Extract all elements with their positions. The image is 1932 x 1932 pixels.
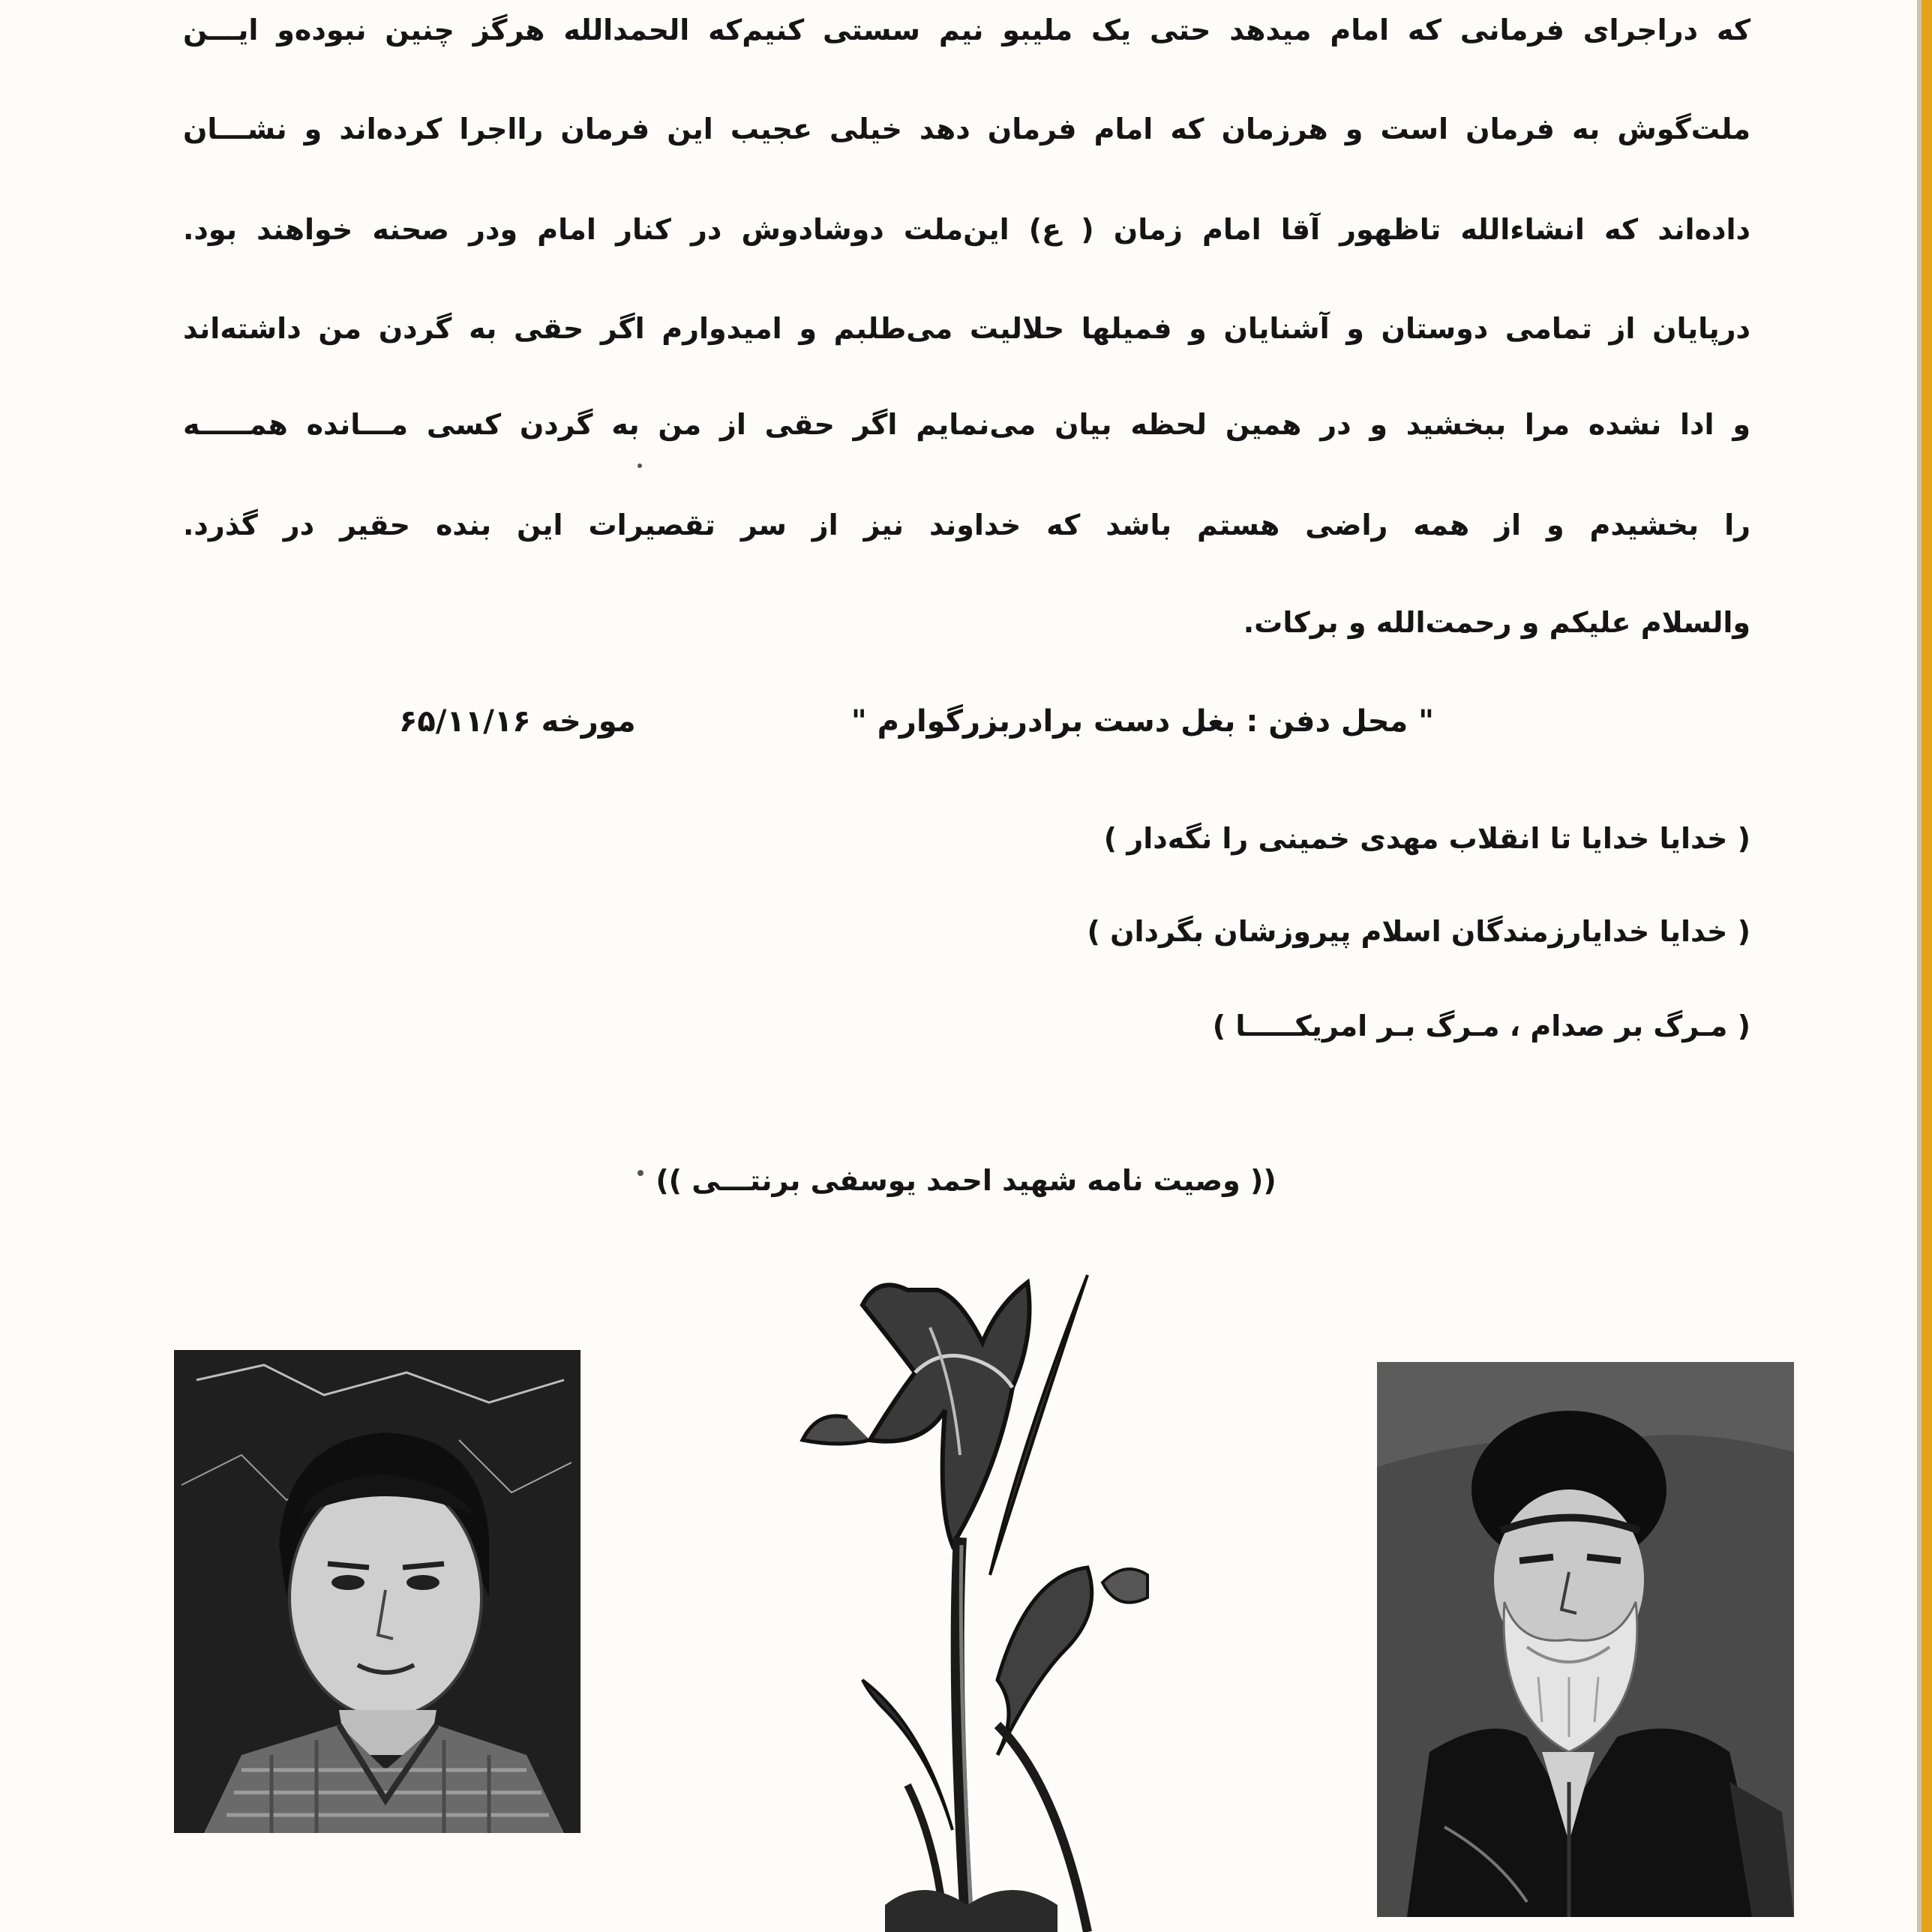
page-edge-mark bbox=[1922, 0, 1932, 1932]
prayer-line-3: ( مـرگ بر صدام ، مـرگ بـر امریکـــــا ) bbox=[1212, 1010, 1750, 1042]
date: مورخه ۶۵/۱۱/۱۶ bbox=[399, 704, 636, 739]
burial-place: " محل دفن : بغل دست برادربزرگوارم " bbox=[850, 704, 1434, 739]
martyr-portrait bbox=[174, 1350, 580, 1833]
closing-salutation: والسلام علیکم و رحمت‌الله و برکات. bbox=[1243, 606, 1750, 639]
tulip-drawing bbox=[772, 1260, 1192, 1932]
print-speck bbox=[638, 464, 642, 468]
body-line-1: که دراجرای فرمانی که امام میدهد حتی یک ملیبو نیم سستی کنیم‌که الحمدالله هرگز چنین نبوده‌و ایـــن bbox=[183, 14, 1750, 46]
burial-and-date-row bbox=[399, 699, 1434, 744]
body-line-5: و ادا نشده مرا ببخشید و در همین لحظه بیان می‌نمایم اگر حقی از من به گردن کسی مـــانده همـــــه bbox=[183, 408, 1750, 441]
body-line-2: ملت‌گوش به فرمان است و هرزمان که امام فرمان دهد خیلی عجیب این فرمان رااجرا کرده‌اند و نشـــان bbox=[183, 112, 1750, 146]
body-line-3: داده‌اند که انشاءالله تاظهور آقا امام زمان ( ع) این‌ملت دوشادوش در کنار امام ودر صحنه خواهند بود. bbox=[183, 213, 1750, 246]
body-line-6: را بخشیدم و از همه راضی هستم باشد که خداوند نیز از سر تقصیرات این بنده حقیر در گذرد. bbox=[183, 508, 1750, 542]
prayer-line-2: ( خدایا خدایارزمندگان اسلام پیروزشان بگردان ) bbox=[1087, 915, 1750, 948]
cleric-portrait bbox=[1377, 1362, 1794, 1917]
will-title: (( وصیت نامه شهید احمد یوسفی برنتـــی )) bbox=[656, 1164, 1276, 1197]
body-line-4: درپایان از تمامی دوستان و آشنایان و فمیلها حلالیت می‌طلبم و امیدوارم اگر حقی به گردن من داشته‌اند bbox=[183, 312, 1750, 345]
print-speck bbox=[638, 1170, 644, 1176]
prayer-line-1: ( خدایا خدایا تا انقلاب مهدی خمینی را نگه‌دار ) bbox=[1103, 822, 1750, 855]
